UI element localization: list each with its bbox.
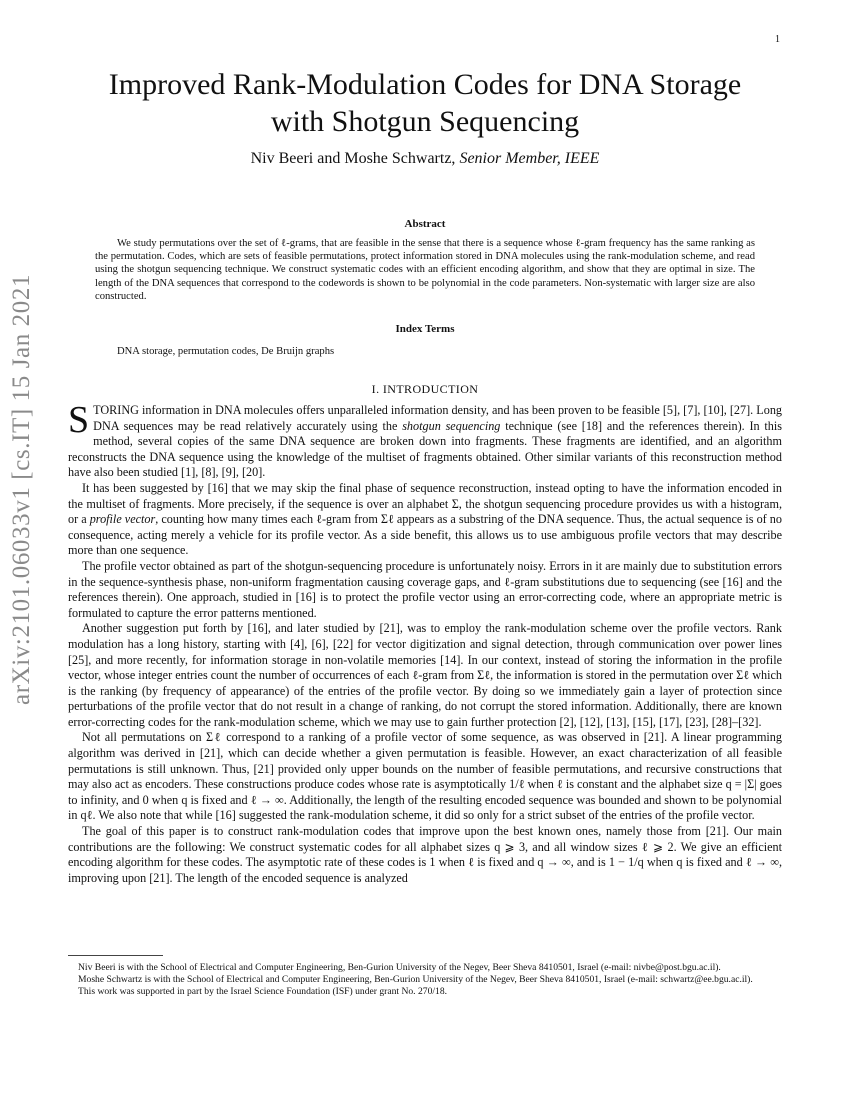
index-terms-heading: Index Terms (395, 323, 455, 335)
paragraph: Another suggestion put forth by [16], and later studied by [21], was to employ the rank-modulation scheme over the profile vectors. Rank modulation has a long history, starting with [4], [6], [22] for vector digitization and signal detection, through communication over power lines [25], and more recently, for information storage in non-volatile memories [14]. In our context, instead of storing the information in the profile vector, whose integer entries count the number of occurrences of each ℓ-gram from Σℓ, the information is stored in the permutation over Σℓ which is the ranking (by frequency of appearance) of the entries of the profile vector. By doing so we immediately gain a layer of protection since perturbations of the profile vector that do not result in a change of ranking, do not corrupt the stored information. Additionally, there are known error-correcting codes for the rank-modulation scheme, which we may use to gain further protection [2], [12], [13], [15], [17], [23], [28]–[32]. (68, 621, 782, 729)
abstract-text: We study permutations over the set of ℓ-grams, that are feasible in the sense that there is a sequence whose ℓ-gram frequency has the same ranking as the permutation. Codes, which are sets of feasible permutations, protect information stored in DNA molecules using the rank-modulation scheme, and read using the shotgun sequencing technique. We construct systematic codes with an efficient encoding algorithm, and show that they are optimal in size. The length of the DNA sequences that correspond to the codewords is shown to be polynomial in the code parameters. Non-systematic with larger size are also constructed. (95, 238, 755, 302)
paragraph: Not all permutations on Σℓ correspond to a ranking of a profile vector of some sequence, as was observed in [21]. A linear programming algorithm was derived in [21], which can decide whether a given permutation is feasible. However, an exact characterization of all feasible permutations is still unknown. Thus, [21] provided only upper bounds on the number of feasible permutations, and recursive constructions that may also act as encoders. These constructions produce codes whose rate is asymptotically 1/ℓ when ℓ is constant and the alphabet size q = |Σ| goes to infinity, and 0 when q is fixed and ℓ → ∞. Additionally, the length of the resulting encoded sequence was bounded and shown to be polynomial in qℓ. We also note that while [16] suggested the rank-modulation scheme, it did so only for a strict subset of the entries of the profile vector. (68, 730, 782, 823)
drop-cap: S (68, 399, 90, 441)
footnote-divider (68, 955, 163, 956)
emphasis: shotgun sequencing (402, 418, 501, 433)
footnotes (68, 962, 782, 999)
paragraph-text: It has been suggested by [16] that we may skip the final phase of sequence reconstruction, instead opting to have the information encoded in the multiset of fragments. More precisely, if the sequence is over an alphabet Σ, the shotgun sequencing procedure provides us with a histogram, or a (68, 480, 782, 527)
index-terms: DNA storage, permutation codes, De Bruijn graphs (117, 346, 335, 357)
paragraph (68, 481, 782, 559)
title-line-2: with Shotgun Sequencing (270, 105, 580, 138)
footnote: This work was supported in part by the Israel Science Foundation (ISF) under grant No. 270/18. (78, 986, 448, 998)
author-names: Niv Beeri and Moshe Schwartz, (250, 150, 456, 167)
arxiv-stamp: arXiv:2101.06033v1 [cs.IT] 15 Jan 2021 (8, 273, 35, 705)
section-heading: I. INTRODUCTION (371, 382, 479, 396)
paragraph: The goal of this paper is to construct rank-modulation codes that improve upon the best known ones, namely those from [21]. Our main contributions are the following: We construct systematic codes for all alphabet sizes q ⩾ 3, and all window sizes ℓ ⩾ 2. We give an efficient encoding algorithm for these codes. The asymptotic rate of these codes is 1 when ℓ is fixed and q → ∞, and is 1 − 1/q when q is fixed and ℓ → ∞, improving upon [21]. The length of the encoded sequence is analyzed (68, 824, 782, 885)
paragraph: The profile vector obtained as part of the shotgun-sequencing procedure is unfortunately noisy. Errors in it are mainly due to substitution errors in the sequence-synthesis phase, non-uniform fragmentation causing coverage gaps, and ℓ-gram substitutions due to sequencing (see [16] and the references therein). One approach, studied in [16] is to protect the profile vector using an error-correcting code, where an appropriate metric is formulated to capture the error patterns mentioned. (68, 558, 782, 620)
authors (60, 150, 790, 168)
paragraph-text: , counting how many times each ℓ-gram from Σℓ appears as a substring of the DNA sequence. Thus, the actual sequence is of no consequence, acting merely a vehicle for its profile vector. As a side benefit, this allows us to use ambiguous profile vectors that may describe more than one sequence. (68, 512, 782, 558)
page-number: 1 (775, 34, 780, 45)
abstract-heading: Abstract (404, 218, 446, 230)
emphasis: profile vector (89, 512, 156, 527)
paper-title (60, 66, 790, 140)
paragraph (68, 399, 783, 481)
title-line-1: Improved Rank-Modulation Codes for DNA Storage (108, 68, 742, 101)
footnote: Niv Beeri is with the School of Electrical and Computer Engineering, Ben-Gurion University of the Negev, Beer Sheva 8410501, Israel (e-mail: nivbe@post.bgu.ac.il). (78, 962, 721, 973)
paragraph-text: TORING information in DNA molecules offers unparalleled information density, and has been proven to be feasible [5], [7], [10], [27]. Long DNA sequences may be read relatively accurately using the (93, 403, 783, 433)
paragraph-text: technique (see [18] and the references therein). In this method, several copies of the same DNA sequence are broken down into fragments. These fragments are identified, and an algorithm reconstructs the DNA sequence using the knowledge of the multiset of fragments obtained. Other similar variants of this reconstruction method have also been studied [1], [8], [9], [20]. (68, 418, 783, 480)
footnote: Moshe Schwartz is with the School of Electrical and Computer Engineering, Ben-Gurion University of the Negev, Beer Sheva 8410501, Israel (e-mail: schwartz@ee.bgu.ac.il). (78, 974, 753, 986)
author-affiliation: Senior Member, IEEE (459, 150, 600, 167)
introduction-body (68, 399, 783, 886)
